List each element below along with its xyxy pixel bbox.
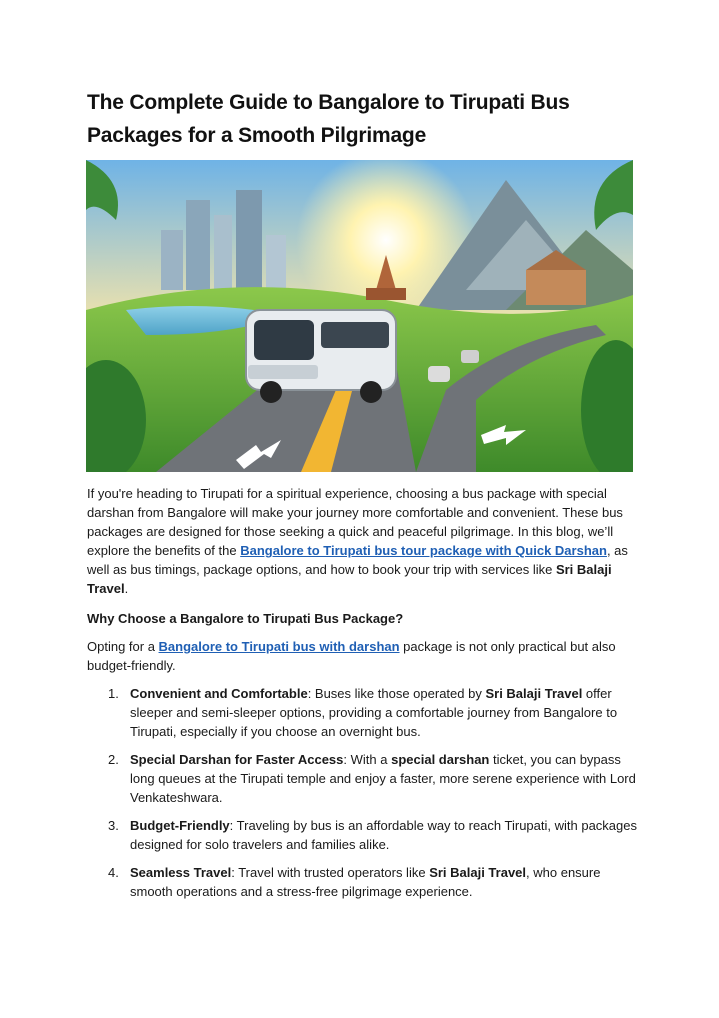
- list-item-bold: Sri Balaji Travel: [485, 686, 583, 701]
- list-item-title: Convenient and Comfortable: [130, 686, 308, 701]
- list-item: [87, 863, 639, 901]
- list-item: [87, 816, 639, 854]
- para2-text-1: Opting for a: [87, 639, 159, 654]
- benefits-list: [87, 684, 639, 910]
- intro-text-1: If you're heading to Tirupati for a spiritual experience, choosing a bus package with special darshan from Bangalore will make your journey more comfortable and convenient. These bus packages are designed for those seeking a quick and peaceful pilgrimage. In this blog, we’ll explore the benefits of the: [87, 486, 623, 558]
- list-item-title: Seamless Travel: [130, 865, 232, 880]
- list-number: 2.: [108, 752, 119, 767]
- list-number: 3.: [108, 818, 119, 833]
- para2-text-2: package is not only practical but also budget-friendly.: [87, 639, 616, 673]
- list-item-text: : Travel with trusted operators like: [231, 865, 430, 880]
- list-item: [87, 750, 639, 807]
- hero-illustration: [86, 160, 633, 472]
- list-item-text-2: offer sleeper and semi-sleeper options, providing a comfortable journey from Bangalore to Tirupati, especially if you choose an overnight bus.: [130, 686, 618, 739]
- page-title: The Complete Guide to Bangalore to Tirupati Bus Packages for a Smooth Pilgrimage: [87, 91, 570, 147]
- intro-text-2: , as well as bus timings, package options, and how to book your trip with services like: [87, 543, 628, 577]
- list-item-text-2: , who ensure smooth operations and a stress-free pilgrimage experience.: [130, 865, 601, 899]
- list-item-title: Special Darshan for Faster Access: [130, 752, 344, 767]
- list-item-text: : With a: [343, 752, 392, 767]
- intro-paragraph: [87, 484, 639, 598]
- intro-text-3: .: [124, 581, 129, 596]
- bus-with-darshan-link[interactable]: Bangalore to Tirupati bus with darshan: [158, 639, 400, 654]
- list-item-text: : Buses like those operated by: [307, 686, 486, 701]
- list-item-text: : Traveling by bus is an affordable way to reach Tirupati, with packages designed for solo travelers and families alike.: [130, 818, 637, 852]
- list-item: [87, 684, 639, 741]
- tour-package-link[interactable]: Bangalore to Tirupati bus tour package with Quick Darshan: [240, 543, 607, 558]
- list-item-title: Budget-Friendly: [130, 818, 230, 833]
- list-item-text-2: ticket, you can bypass long queues at the Tirupati temple and enjoy a faster, more serene experience with Lord Venkateshwara.: [130, 752, 636, 805]
- section-heading: Why Choose a Bangalore to Tirupati Bus Package?: [87, 611, 404, 626]
- list-item-bold: Sri Balaji Travel: [429, 865, 527, 880]
- list-number: 1.: [108, 686, 119, 701]
- list-number: 4.: [108, 865, 119, 880]
- intro-bold-operator: Sri Balaji Travel: [87, 562, 612, 596]
- list-item-bold: special darshan: [391, 752, 490, 767]
- section-paragraph: [87, 637, 639, 675]
